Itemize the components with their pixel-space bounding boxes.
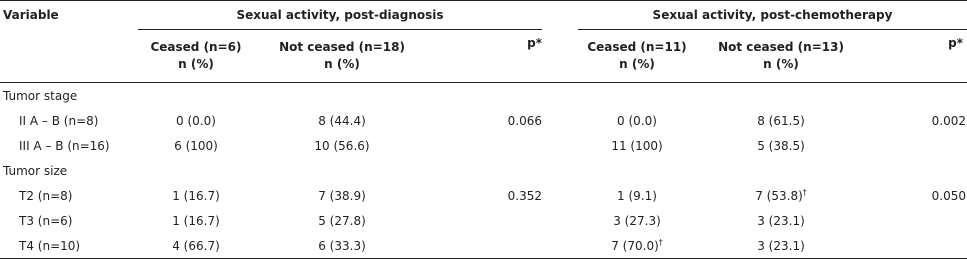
row-label: T3 (n=6) <box>19 213 73 228</box>
cell-notceased-chemo: 3 (23.1) <box>757 213 805 228</box>
cell-ceased-diagnosis: 1 (16.7) <box>172 188 220 203</box>
cell-p-diagnosis <box>430 233 542 259</box>
gap-cell <box>542 1 578 30</box>
cell-notceased-diagnosis: 5 (27.8) <box>318 213 366 228</box>
cell-notceased-chemo: 5 (38.5) <box>757 138 805 153</box>
row-label: II A – B (n=8) <box>19 113 99 128</box>
gap-cell <box>542 108 578 133</box>
cell-notceased-chemo <box>696 183 866 208</box>
cell-ceased-chemo: 11 (100) <box>611 138 663 153</box>
cell-p-diagnosis: 0.352 <box>507 188 542 203</box>
cell-notceased-chemo: 8 (61.5) <box>757 113 805 128</box>
section-label-tumor-stage: Tumor stage <box>3 88 78 103</box>
cell-p-chemo <box>866 133 967 158</box>
col-header-ceased-chemo <box>578 30 696 83</box>
cell-ceased-diagnosis: 6 (100) <box>174 138 218 153</box>
section-label-tumor-size: Tumor size <box>3 163 68 178</box>
gap-cell <box>542 133 578 158</box>
cell-notceased-diagnosis: 7 (38.9) <box>318 188 366 203</box>
empty-header-cell <box>0 30 138 83</box>
cell-ceased-chemo: 0 (0.0) <box>617 113 657 128</box>
group-header-post-diagnosis: Sexual activity, post-diagnosis <box>138 1 542 30</box>
table-row <box>0 183 967 208</box>
cell-notceased-diagnosis: 6 (33.3) <box>318 238 366 253</box>
col-header-p-diagnosis: p* <box>527 36 542 50</box>
cell-p-diagnosis: 0.066 <box>507 113 542 128</box>
col-header-notceased-chemo-line2: n (%) <box>763 57 799 71</box>
dagger-footnote-mark: † <box>658 237 663 247</box>
table-row <box>0 108 967 133</box>
col-header-notceased-chemo-line1: Not ceased (n=13) <box>718 40 844 54</box>
row-label: III A – B (n=16) <box>19 138 110 153</box>
gap-cell <box>542 183 578 208</box>
col-header-p-chemo: p* <box>948 36 963 50</box>
cell-p-diagnosis <box>430 133 542 158</box>
cell-ceased-diagnosis: 4 (66.7) <box>172 238 220 253</box>
cell-notceased-diagnosis: 8 (44.4) <box>318 113 366 128</box>
cell-p-chemo: 0.002 <box>931 113 966 128</box>
col-header-ceased-diagnosis <box>138 30 254 83</box>
cell-notceased-chemo: 3 (23.1) <box>757 238 805 253</box>
col-header-notceased-diagnosis <box>254 30 430 83</box>
section-row-tumor-stage <box>0 83 967 109</box>
cell-value: 7 (53.8) <box>755 188 803 203</box>
cell-ceased-chemo <box>578 233 696 259</box>
group-header-post-chemotherapy: Sexual activity, post-chemotherapy <box>578 1 967 30</box>
cell-ceased-chemo: 1 (9.1) <box>617 188 657 203</box>
col-header-notceased-diagnosis-line1: Not ceased (n=18) <box>279 40 405 54</box>
col-header-notceased-diagnosis-line2: n (%) <box>324 57 360 71</box>
cell-notceased-diagnosis: 10 (56.6) <box>314 138 370 153</box>
gap-cell <box>542 208 578 233</box>
col-header-ceased-chemo-line1: Ceased (n=11) <box>587 40 687 54</box>
table-row <box>0 133 967 158</box>
header-row-columns <box>0 30 967 83</box>
header-row-groups <box>0 1 967 30</box>
dagger-footnote-mark: † <box>802 187 807 197</box>
col-header-ceased-diagnosis-line2: n (%) <box>178 57 214 71</box>
table-row <box>0 208 967 233</box>
cell-ceased-chemo: 3 (27.3) <box>613 213 661 228</box>
gap-cell <box>542 233 578 259</box>
cell-p-chemo <box>866 233 967 259</box>
col-header-ceased-chemo-line2: n (%) <box>619 57 655 71</box>
cell-value: 7 (70.0) <box>611 238 659 253</box>
table-row <box>0 233 967 259</box>
col-header-ceased-diagnosis-line1: Ceased (n=6) <box>150 40 242 54</box>
col-header-notceased-chemo <box>696 30 866 83</box>
section-row-tumor-size <box>0 158 967 183</box>
cell-p-chemo: 0.050 <box>931 188 966 203</box>
cell-ceased-diagnosis: 0 (0.0) <box>176 113 216 128</box>
variable-header: Variable <box>3 8 59 23</box>
cell-p-chemo <box>866 208 967 233</box>
row-label: T2 (n=8) <box>19 188 73 203</box>
row-label: T4 (n=10) <box>19 238 81 253</box>
cell-p-diagnosis <box>430 208 542 233</box>
gap-cell <box>542 30 578 83</box>
cell-ceased-diagnosis: 1 (16.7) <box>172 213 220 228</box>
